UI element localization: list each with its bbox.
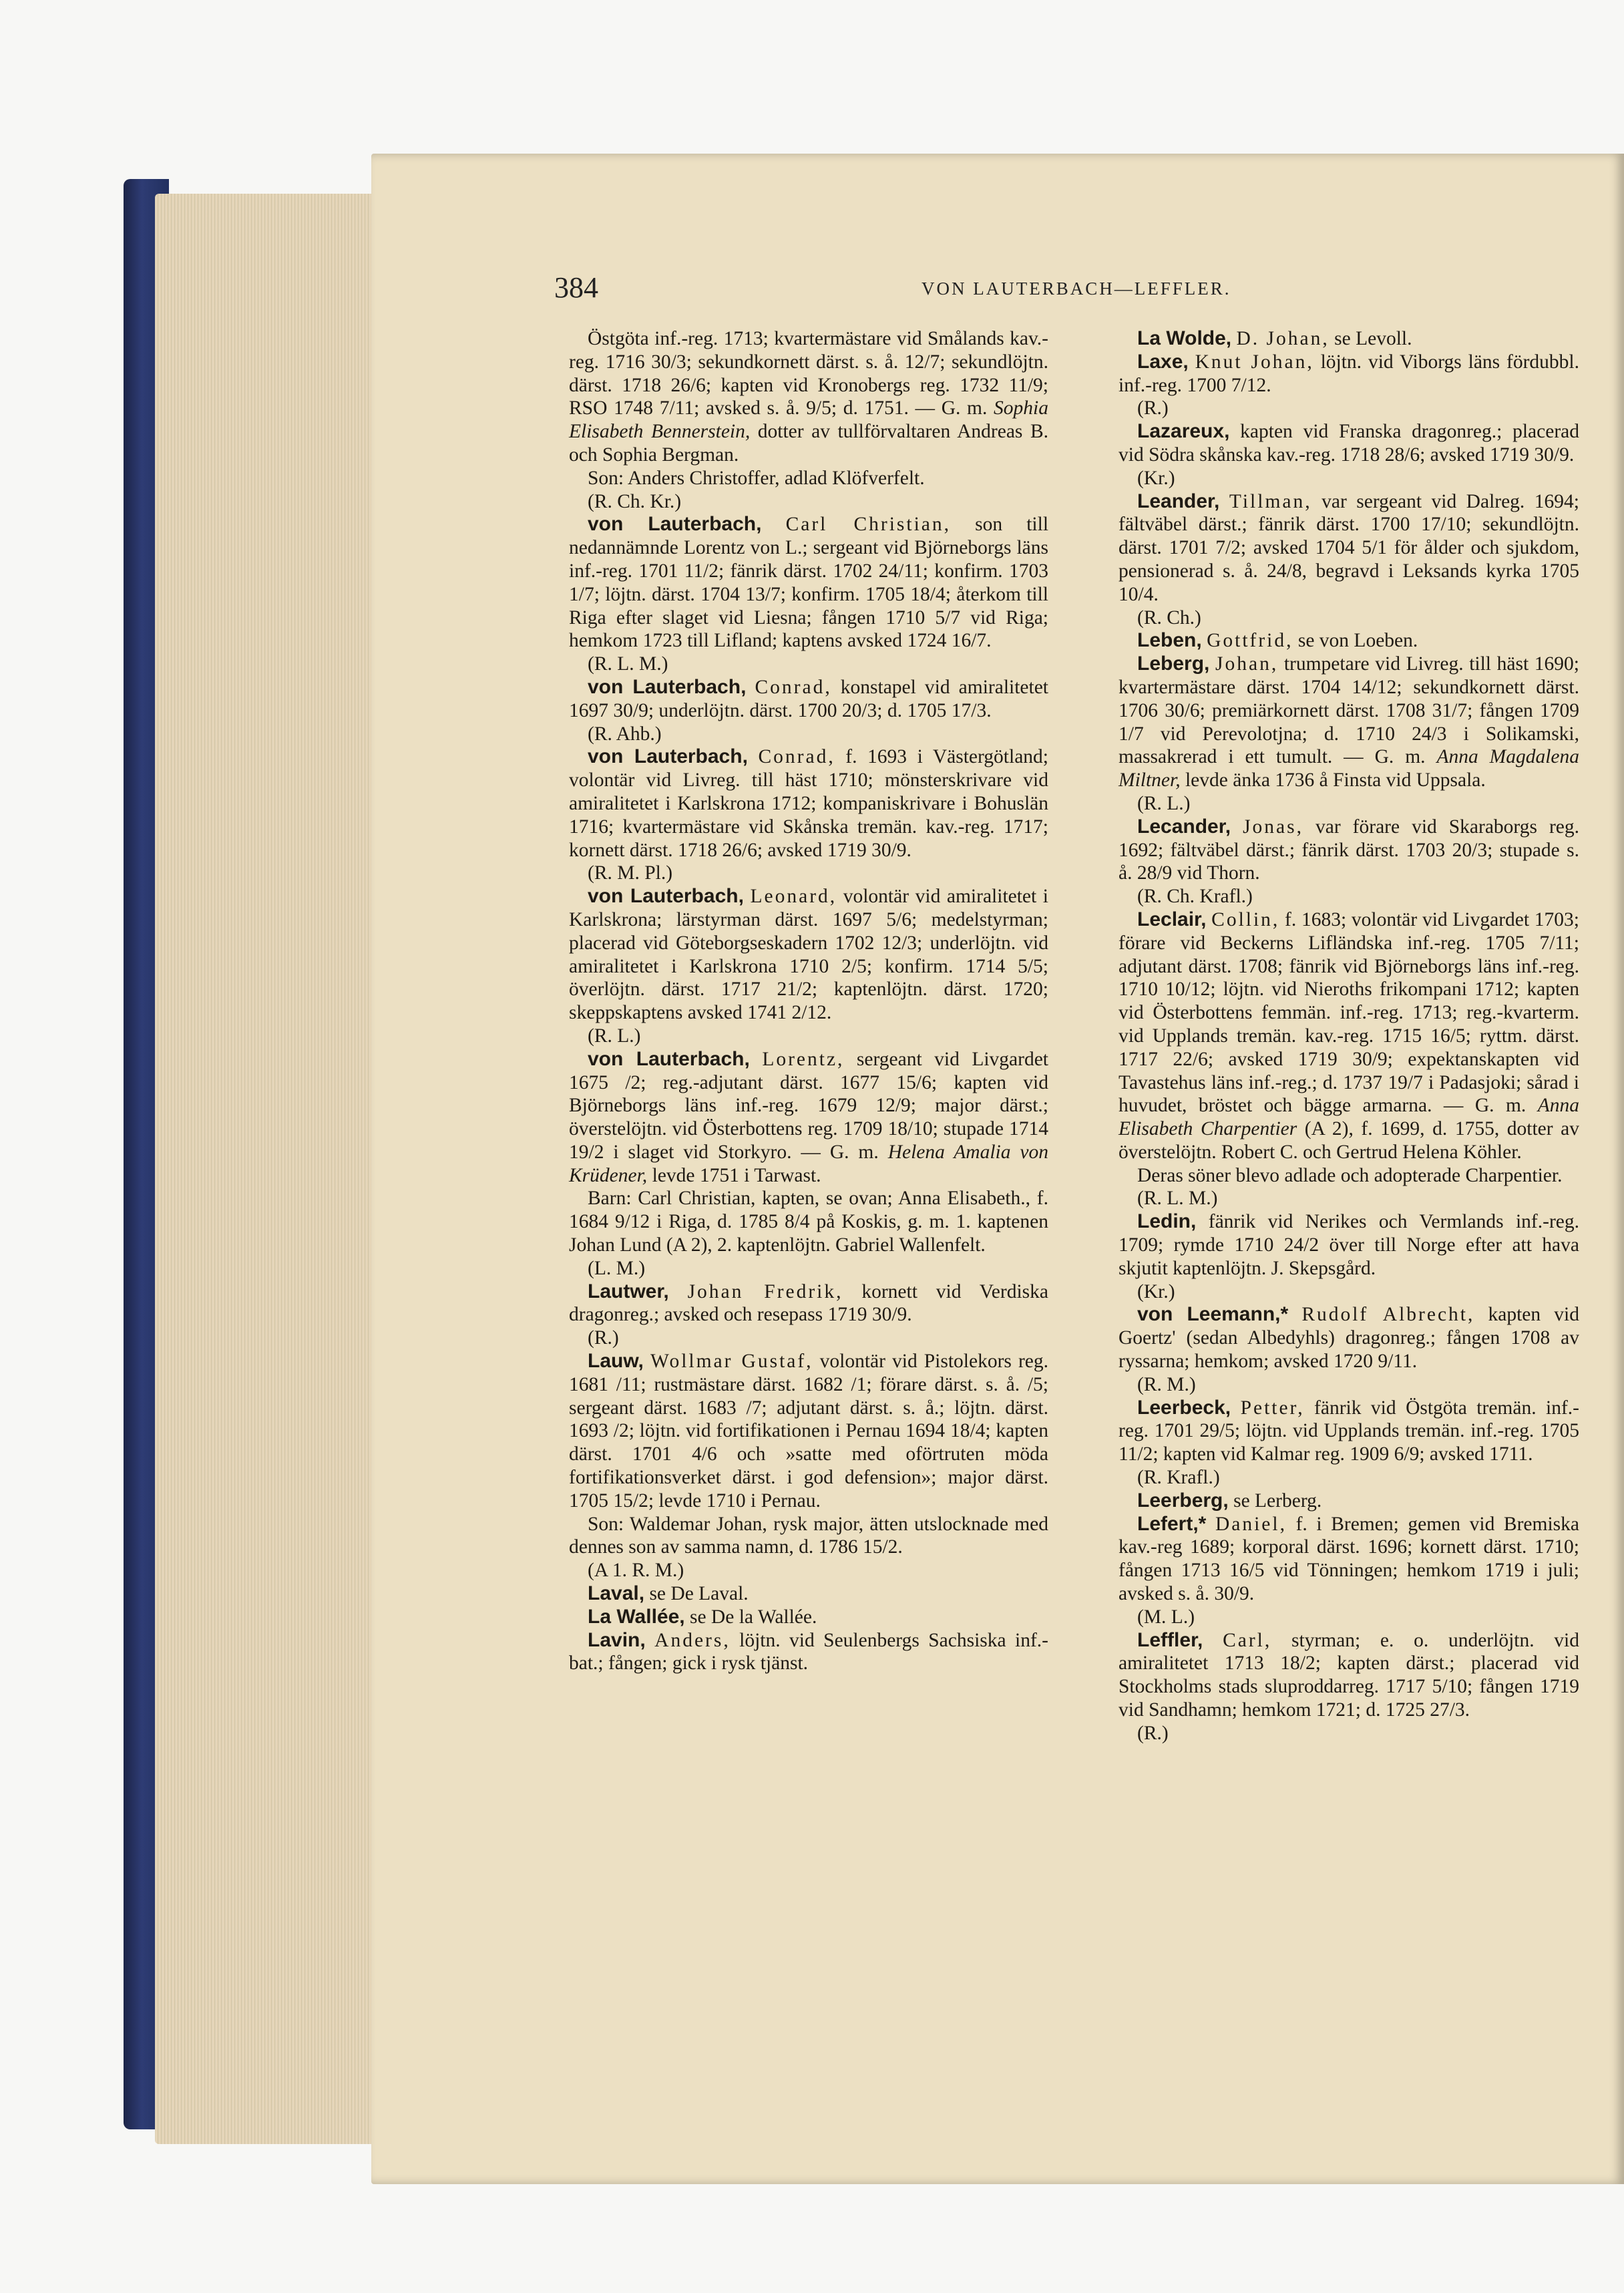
entry <box>1119 653 1579 792</box>
entry-text: f. 1693 i Västergötland; volontär vid Livreg. till häst 1710; mönsterskrivare vid amiralitetet i Karlskrona 1712; kompaniskrivare i Bohuslän 1716; kvartermästare vid Skånska tremän. kav.-reg. 1717; kornett därst. 1718 26/6; avsked 1719 30/9. <box>569 746 1048 861</box>
entry <box>569 885 1048 1025</box>
entry-forename: Petter, <box>1240 1397 1305 1419</box>
entry-line <box>1119 1606 1579 1629</box>
entry-text-after: levde 1751 i Tarwast. <box>647 1164 821 1186</box>
entry-text: volontär vid Pistolekors reg. 1681 /11; rustmästare därst. 1682 /1; förare därst. s. å. /5; sergeant därst. 1683 /7; adjutant därst. s. å.; löjtn. därst. 1693 /2; löjtn. vid fortifikationen i Pernau 1694 18/4; kapten därst. 1701 4/6 och »satte med oförtruten möda fortifikationsverket därst. i god defension»; major därst. 1705 15/2; levde 1710 i Pernau. <box>569 1351 1049 1512</box>
entry-headword: Lautwer, <box>588 1280 669 1302</box>
entry <box>1119 1303 1579 1373</box>
entry-text: (R. L.) <box>588 1025 641 1047</box>
entry-headword: Laval, <box>588 1582 645 1605</box>
entry-line <box>569 653 1048 676</box>
entry-text: kapten vid Franska dragonreg.; placerad vid Södra skånska kav.-reg. 1718 28/6; avsked 1719 30/9. <box>1119 421 1579 466</box>
entry <box>1119 908 1579 1164</box>
entry-line <box>1119 1373 1579 1397</box>
entry-text: se Lerberg. <box>1233 1489 1322 1512</box>
entry-text: (Kr.) <box>1137 1280 1175 1302</box>
entry-text: (R. L. M.) <box>588 653 668 675</box>
entry <box>569 1280 1048 1327</box>
entry <box>569 1606 1048 1629</box>
page-number: 384 <box>554 271 598 304</box>
entry-text: (R. Ch.) <box>1137 606 1201 629</box>
page-edges <box>155 194 382 2144</box>
entry-headword: Leerberg, <box>1137 1489 1229 1512</box>
entry-text: fänrik vid Nerikes och Vermlands inf.-reg. 1709; rymde 1710 24/2 över till Norge efter att hava skjutit kaptenlöjtn. J. Skepsgård. <box>1119 1211 1579 1279</box>
entry-text: se von Loeben. <box>1293 630 1418 652</box>
entry-line <box>1119 1466 1579 1489</box>
entry <box>569 1350 1048 1513</box>
entry <box>1119 327 1579 351</box>
entry-headword: Lauw, <box>588 1350 644 1373</box>
entry-headword: Lazareux, <box>1137 420 1230 443</box>
entry-line <box>1119 1187 1579 1210</box>
entry-text: f. 1683; volontär vid Livgardet 1703; förare vid Beckerns Lifländska inf.-reg. 1705 7/11; adjutant därst. 1708; fänrik vid Björneborgs läns inf.-reg. 1710 10/12; löjtn. vid Nieroths frikompani 1712; kapten vid Österbottens femmän. inf.-reg. 1713; reg.-kvarterm. vid Upplands tremän. kav.-reg. 1715 16/5; ryttm. därst. 1717 22/6; avsked 1719 30/9; expektanskapten vid Tavastehus läns inf.-reg.; d. 1737 19/7 i Padasjoki; sårad i huvudet, bröstet och bägge armarna. — G. m. <box>1119 908 1579 1117</box>
entry <box>1119 420 1579 467</box>
entry-text: (R. L. M.) <box>1137 1188 1218 1210</box>
entry <box>569 1629 1048 1676</box>
entry-line <box>1119 885 1579 908</box>
entry-text-after: (A 2), f. 1699, d. 1755, dotter av överstelöjtn. Robert C. och Gertrud Helena Köhler. <box>1119 1118 1579 1163</box>
running-title: VON LAUTERBACH—LEFFLER. <box>922 279 1231 299</box>
entry <box>1119 816 1579 885</box>
entry-text: styrman; e. o. underlöjtn. vid amiralitetet 1713 18/2; kapten därst.; placerad vid Stockholms stads sluproddarreg. 1717 5/10; fången 1719 vid Sandhamn; hemkom 1721; d. 1725 27/3. <box>1119 1629 1580 1721</box>
entry-forename: Jonas, <box>1243 816 1304 838</box>
entry <box>1119 1489 1579 1513</box>
entry-forename: Collin, <box>1211 908 1280 930</box>
left-column <box>569 327 1048 1675</box>
entry <box>1119 1513 1579 1606</box>
entry-line <box>569 1257 1048 1280</box>
entry-text: Son: Anders Christoffer, adlad Klöfverfelt. <box>588 467 925 489</box>
entry-headword: Lefert,* <box>1137 1512 1207 1535</box>
entry-forename: Wollmar Gustaf, <box>650 1351 813 1373</box>
entry-forename: D. Johan, <box>1236 328 1330 349</box>
entry <box>569 1582 1048 1606</box>
entry-headword: von Lauterbach, <box>588 513 762 536</box>
entry-headword: La Wallée, <box>588 1605 685 1628</box>
entry-text: (R. M.) <box>1137 1373 1196 1395</box>
entry-text: (R. Krafl.) <box>1137 1467 1220 1489</box>
entry-text: var sergeant vid Dalreg. 1694; fältväbel därst.; fänrik därst. 1700 17/10; sekundlöjtn. därst. 1701 7/2; avsked 1704 5/1 för ålder och sjukdom, pensionerad s. å. 24/8, begravd i Leksands kyrka 1705 10/4. <box>1119 490 1579 605</box>
entry-line <box>569 1559 1048 1582</box>
entry-text: konstapel vid amiralitetet 1697 30/9; underlöjtn. därst. 1700 20/3; d. 1705 17/3. <box>569 676 1048 721</box>
entry-forename: Lorentz, <box>762 1048 845 1070</box>
entry-line <box>569 327 1048 467</box>
entry-text: (Kr.) <box>1137 467 1175 489</box>
entry-text: Östgöta inf.-reg. 1713; kvartermästare vid Smålands kav.-reg. 1716 30/3; sekundkornett därst. s. å. 12/7; sekundlöjtn. därst. 1718 26/6; kapten vid Kronobergs reg. 1732 11/9; RSO 1748 7/11; avsked s. å. 9/5; d. 1751. — G. m. <box>569 328 1048 419</box>
entry-text: fänrik vid Östgöta tremän. inf.-reg. 1701 29/5; löjtn. vid Upplands tremän. inf.-reg. 1705 11/2; kapten vid Kalmar reg. 1909 6/9; avsked 1711. <box>1119 1397 1580 1465</box>
entry-forename: Knut Johan, <box>1195 351 1314 373</box>
entry-headword: von Leemann,* <box>1137 1303 1289 1326</box>
entry-text: Barn: Carl Christian, kapten, se ovan; Anna Elisabeth., f. 1684 9/12 i Riga, d. 1785 8/4 på Koskis, g. m. 1. kaptenen Johan Lund (A 2), 2. kaptenlöjtn. Gabriel Wallenfelt. <box>569 1188 1048 1256</box>
entry-line <box>1119 792 1579 816</box>
entry-headword: von Lauterbach, <box>588 885 744 908</box>
entry-text-after: levde änka 1736 å Finsta vid Uppsala. <box>1180 769 1486 791</box>
entry <box>1119 1629 1579 1722</box>
entry-text: f. i Bremen; gemen vid Bremiska kav.-reg 1689; korporal därst. 1696; kornett därst. 1710; fången 1713 16/5 vid Tönningen; hemkom 1719 i juli; avsked s. å. 30/9. <box>1119 1513 1579 1605</box>
entry <box>1119 1210 1579 1280</box>
entry-headword: von Lauterbach, <box>588 675 747 698</box>
entry-text: son till nedannämnde Lorentz von L.; sergeant vid Björneborgs läns inf.-reg. 1701 11/2; fänrik därst. 1702 24/11; konfirm. 1703 1/7; löjtn. därst. 1704 13/7; konfirm. 1705 18/4; återkom till Riga efter slaget vid Liesna; fången 1710 5/7 vid Riga; hemkom 1723 till Lifland; kaptens avsked 1724 16/7. <box>569 514 1049 652</box>
entry-text: löjtn. vid Viborgs läns fördubbl. inf.-reg. 1700 7/12. <box>1119 351 1579 396</box>
entry-forename: Johan, <box>1215 653 1279 675</box>
entry-headword: La Wolde, <box>1137 327 1232 349</box>
entry <box>569 513 1048 653</box>
entry-text: (R.) <box>1137 1722 1169 1744</box>
entry-text: (R. Ch. Kr.) <box>588 490 682 512</box>
entry-text: se De Laval. <box>649 1583 749 1605</box>
entry-forename: Rudolf Albrecht, <box>1301 1304 1475 1326</box>
entry-headword: von Lauterbach, <box>588 1047 750 1070</box>
entry-text: (M. L.) <box>1137 1606 1195 1628</box>
entry-text: (R. Ahb.) <box>588 723 662 745</box>
entry-spouse-name: Sophia Elisabeth Bennerstein, <box>569 397 1048 443</box>
page-header <box>554 271 1595 311</box>
entry-line <box>1119 397 1579 420</box>
entry-line <box>569 862 1048 885</box>
entry-text: se Levoll. <box>1329 328 1412 349</box>
entry-forename: Leonard, <box>750 886 837 908</box>
entry <box>1119 629 1579 653</box>
entry-line <box>569 1513 1048 1560</box>
entry-headword: Leberg, <box>1137 653 1210 675</box>
entry-line <box>569 1025 1048 1048</box>
entry-headword: Ledin, <box>1137 1210 1197 1233</box>
entry-text: (R.) <box>1137 397 1169 419</box>
entry-line <box>569 1187 1048 1256</box>
entry-headword: Leerbeck, <box>1137 1396 1231 1419</box>
entry-spouse-name: Helena Amalia von Krüdener, <box>569 1141 1049 1186</box>
entry-text: kapten vid Goertz' (sedan Albedyhls) dragonreg.; fången 1708 av ryssarna; hemkom; avsked 1720 9/11. <box>1119 1304 1579 1373</box>
entry-line <box>569 490 1048 514</box>
entry-text: trumpetare vid Livreg. till häst 1690; kvartermästare därst. 1704 14/12; sekundkornett därst. 1706 30/6; premiärkornett därst. 1708 31/7; fången 1709 1/7 vid Perevolotjna; d. 1710 24/3 i Solikamski, massakrerad i ett tumult. — G. m. <box>1119 653 1579 768</box>
entry-text: se De la Wallée. <box>689 1606 817 1628</box>
entry-forename: Carl, <box>1223 1629 1272 1651</box>
entry-line <box>1119 606 1579 630</box>
entry-text: (R. L.) <box>1137 792 1191 814</box>
entry-text: (L. M.) <box>588 1257 646 1279</box>
entry-text: Deras söner blevo adlade och adopterade Charpentier. <box>1137 1164 1563 1186</box>
entry-forename: Daniel, <box>1215 1513 1287 1535</box>
entry-text: Son: Waldemar Johan, rysk major, ätten utslocknade med dennes son av samma namn, d. 1786 15/2. <box>569 1513 1048 1558</box>
entry-text: (R. Ch. Krafl.) <box>1137 886 1253 908</box>
entry-text-after: dotter av tullförvaltaren Andreas B. och Sophia Bergman. <box>569 421 1048 466</box>
entry <box>569 1048 1048 1188</box>
entry-spouse-name: Anna Elisabeth Charpentier <box>1119 1095 1579 1140</box>
entry <box>569 676 1048 723</box>
entry-text: volontär vid amiralitetet i Karlskrona; lärstyrman därst. 1697 5/6; medelstyrman; placerad vid Göteborgseskadern 1702 12/3; underlöjtn. vid amiralitetet i Karlskrona 1710 2/5; konfirm. 1714 5/5; överlöjtn. därst. 1717 21/2; kaptenlöjtn. därst. 1720; skeppskaptens avsked 1741 2/12. <box>569 886 1048 1024</box>
entry-headword: Lecander, <box>1137 815 1231 838</box>
entry-text: sergeant vid Livgardet 1675 /2; reg.-adjutant därst. 1677 15/6; kapten vid Björneborgs läns inf.-reg. 1679 12/9; major därst.; överstelöjtn. vid Österbottens reg. 1709 18/10; stupade 1714 19/2 i slaget vid Storkyro. — G. m. <box>569 1048 1048 1163</box>
entry-headword: Leander, <box>1137 490 1220 512</box>
right-column <box>1119 327 1579 1745</box>
entry <box>569 745 1048 862</box>
entry-headword: Leffler, <box>1137 1628 1203 1651</box>
entry <box>1119 351 1579 397</box>
entry-line <box>569 1327 1048 1350</box>
entry-forename: Anders, <box>654 1629 731 1651</box>
entry-headword: Leclair, <box>1137 908 1207 930</box>
entry-forename: Tillman, <box>1229 490 1312 512</box>
entry-line <box>1119 1722 1579 1745</box>
entry-line <box>1119 1164 1579 1188</box>
entry-text: (A 1. R. M.) <box>588 1560 684 1582</box>
entry-forename: Carl Christian, <box>785 514 952 536</box>
entry-headword: Lavin, <box>588 1628 646 1651</box>
entry-forename: Johan Fredrik, <box>687 1280 843 1302</box>
entry-spouse-name: Anna Magdalena Miltner, <box>1119 746 1579 791</box>
entry-text: (R. M. Pl.) <box>588 862 673 884</box>
entry-text: kornett vid Verdiska dragonreg.; avsked och resepass 1719 30/9. <box>569 1280 1048 1326</box>
entry-forename: Conrad, <box>758 746 835 768</box>
entry <box>1119 490 1579 606</box>
entry-headword: von Lauterbach, <box>588 745 748 768</box>
entry-headword: Leben, <box>1137 629 1202 652</box>
entry-headword: Laxe, <box>1137 350 1189 373</box>
entry-text: (R.) <box>588 1327 619 1349</box>
entry-line <box>569 467 1048 490</box>
entry-line <box>1119 1280 1579 1304</box>
entry <box>1119 1397 1579 1466</box>
entry-forename: Conrad, <box>755 676 832 698</box>
entry-line <box>1119 467 1579 490</box>
entry-line <box>569 723 1048 746</box>
entry-text: var förare vid Skaraborgs reg. 1692; fältväbel därst.; fänrik därst. 1703 20/3; stupade s. å. 28/9 vid Thorn. <box>1119 816 1579 884</box>
entry-text: löjtn. vid Seulenbergs Sachsiska inf.-bat.; fången; gick i rysk tjänst. <box>569 1629 1048 1674</box>
entry-forename: Gottfrid, <box>1207 630 1293 652</box>
